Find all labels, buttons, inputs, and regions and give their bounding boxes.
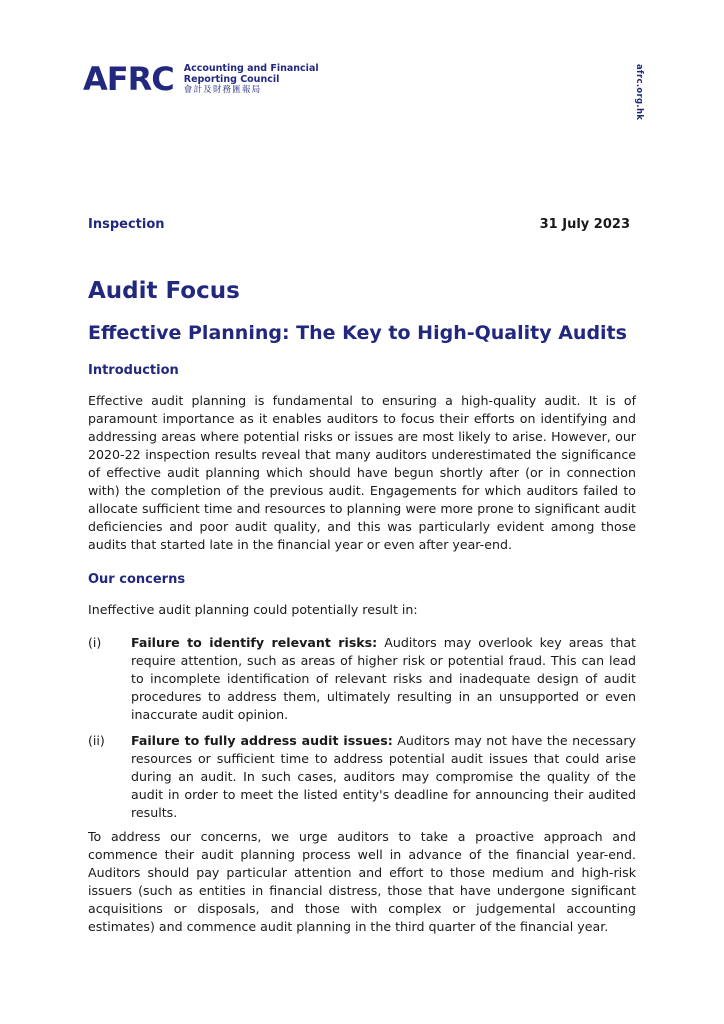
list-item-body — [131, 732, 636, 822]
org-name-line1: Accounting and Financial — [183, 62, 319, 74]
list-item-term: Failure to identify relevant risks: — [131, 635, 378, 650]
list-item — [88, 634, 636, 724]
logo-org-name — [184, 63, 319, 96]
concerns-heading: Our concerns — [88, 572, 186, 587]
list-item-text: Auditors may overlook key areas that require attention, such as areas of higher risk or potential fraud. This can lead to incomplete identification of relevant risks and inadequate design of audit procedures to address them, ultimately resulting in an unsupported or even inaccurate audit opinion. — [131, 635, 636, 722]
page-title: Audit Focus — [88, 278, 240, 304]
list-marker: (ii) — [88, 733, 105, 748]
list-item-body — [131, 634, 636, 724]
concerns-closing-paragraph: To address our concerns, we urge auditors to take a proactive approach and commence their audit planning process well in advance of the financial year-end. Auditors should pay particular attention and effort to those medium and high-risk issuers (such as entities in financial distress, those that have undergone significant acquisitions or disposals, and those with complex or judgemental accounting estimates) and commence audit planning in the third quarter of the financial year. — [88, 829, 636, 934]
page-subtitle: Effective Planning: The Key to High-Quality Audits — [88, 322, 627, 344]
introduction-paragraph: Effective audit planning is fundamental to ensuring a high-quality audit. It is of paramount importance as it enables auditors to focus their efforts on identifying and addressing areas where potential risks or issues are most likely to arise. However, our 2020-22 inspection results reveal that many auditors underestimated the significance of effective audit planning which should have begun shortly after (or in connection with) the completion of the previous audit. Engagements for which auditors failed to allocate sufficient time and resources to planning were more prone to significant audit deficiencies and poor audit quality, and this was particularly evident among those audits that started late in the financial year or even after year-end. — [88, 393, 636, 552]
introduction-heading: Introduction — [88, 363, 179, 378]
concerns-lead: Ineffective audit planning could potentially result in: — [88, 602, 418, 617]
list-item — [88, 732, 636, 822]
org-name-line2: Reporting Council — [183, 73, 280, 85]
website-link[interactable]: afrc.org.hk — [634, 64, 644, 121]
list-item-term: Failure to fully address audit issues: — [131, 733, 393, 748]
list-item-text: Auditors may not have the necessary resources or sufficient time to address potential audit issues that could arise during an audit. In such cases, auditors may compromise the quality of the audit in order to meet the listed entity's deadline for announcing their audited results. — [131, 733, 636, 820]
org-name-chinese: 會計及財務匯報局 — [183, 84, 262, 95]
list-marker: (i) — [88, 635, 102, 650]
document-date: 31 July 2023 — [539, 217, 630, 232]
document-category: Inspection — [88, 217, 165, 232]
afrc-logo — [83, 62, 319, 96]
logo-mark: AFRC — [83, 60, 174, 98]
